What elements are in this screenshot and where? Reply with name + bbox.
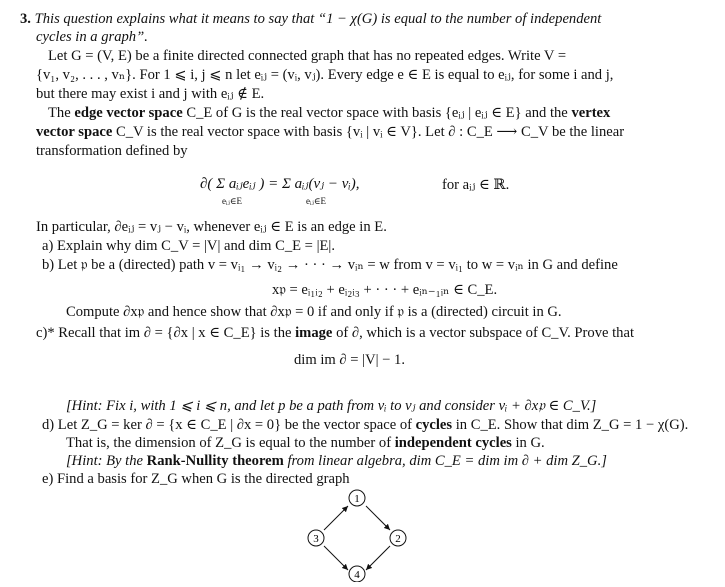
part-b-line-2: Compute ∂x𝔭 and hence show that ∂x𝔭 = 0 if and only if 𝔭 is a (directed) circuit in G. [66,304,562,320]
node-2-label: 2 [395,533,401,545]
node-3 [308,530,324,546]
part-d-text-a: d) Let Z_G = ker ∂ = {x ∈ C_E | ∂x = 0} be the vector space of [42,417,416,433]
term-independent-cycles: independent cycles [394,435,512,451]
node-3-label: 3 [313,533,319,545]
node-4-label: 4 [354,569,360,581]
equation-main: ∂( Σ aᵢⱼeᵢⱼ ) = Σ aᵢⱼ(vⱼ − vᵢ), [200,176,360,192]
node-4 [349,566,365,582]
part-b-line-1: b) Let 𝔭 be a (directed) path v = vᵢ₁ → vᵢ₂ → · · · → vᵢₙ = w from v = vᵢ₁ to w = vᵢₙ in G and define [42,257,618,273]
part-c-line-1 [36,324,634,342]
para3: In particular, ∂eᵢⱼ = vⱼ − vᵢ, whenever eᵢⱼ ∈ E is an edge in E. [36,219,387,235]
para2-line-2 [36,123,624,141]
part-d-text-c: in C_E. Show that dim Z_G = 1 − χ(G). [452,417,689,433]
term-vertex: vertex [571,105,611,121]
part-c-equation: dim im ∂ = |V| − 1. [294,352,405,368]
part-d-hint-c: from linear algebra, dim C_E = dim im ∂ + dim Z_G.] [283,453,607,469]
edge-3-4 [324,546,348,570]
para1-line-2: {v₁, v₂, . . . , vₙ}. For 1 ⩽ i, j ⩽ n let eᵢⱼ = (vᵢ, vⱼ). Every edge e ∈ E is equal to eᵢⱼ, for some i and j, [36,67,614,83]
term-vector-space: vector space [36,124,113,140]
equation-condition: for aᵢⱼ ∈ ℝ. [442,177,510,193]
part-c-text-a: c)* Recall that im ∂ = {∂x | x ∈ C_E} is the [36,325,296,341]
para2-text-c: C_E of G is the real vector space with basis {eᵢⱼ | eᵢⱼ ∈ E} and the [182,105,572,121]
boundary-equation [200,174,360,193]
para1-line-3: but there may exist i and j with eᵢⱼ ∉ E. [36,86,265,102]
part-d-text-2a: That is, the dimension of Z_G is equal to the number of [66,435,395,451]
directed-graph [300,486,410,587]
part-d-line-3 [66,452,607,470]
term-edge-vector-space: edge vector space [74,105,183,121]
para2-line-1 [48,104,610,122]
node-2 [390,530,406,546]
part-e: e) Find a basis for Z_G when G is the directed graph [42,471,350,487]
para2-line-3: transformation defined by [36,143,188,159]
para1-line-1: Let G = (V, E) be a finite directed connected graph that has no repeated edges. Write V = [48,48,567,64]
part-a: a) Explain why dim C_V = |V| and dim C_E = |E|. [42,238,335,254]
graph-svg [300,486,410,582]
equation-sub-right: eᵢⱼ∈E [306,196,327,206]
node-1-label: 1 [354,493,360,505]
edge-1-2 [366,506,390,530]
part-d-line-2 [66,434,545,452]
intro-line-2: cycles in a graph”. [36,29,148,45]
part-b-equation: x𝔭 = eᵢ₁ᵢ₂ + eᵢ₂ᵢ₃ + · · · + eᵢₙ₋₁ᵢₙ ∈ C_E. [272,282,498,298]
para2-text-a: The [48,105,75,121]
equation-sub-left: eᵢⱼ∈E [222,196,243,206]
para2-text-b: C_V is the real vector space with basis {vᵢ | vᵢ ∈ V}. Let ∂ : C_E ⟶ C_V be the linear [112,124,625,140]
term-image: image [295,325,333,341]
edge-2-4 [366,546,390,570]
intro-line-1 [20,10,601,28]
part-c-text-c: of ∂, which is a vector subspace of C_V. Prove that [332,325,635,341]
part-d-hint-a: [Hint: By the [66,453,147,469]
edge-3-1 [324,506,348,530]
part-d-line-1 [42,416,688,434]
term-rank-nullity: Rank-Nullity theorem [146,453,284,469]
part-c-hint: [Hint: Fix i, with 1 ⩽ i ⩽ n, and let p be a path from vᵢ to vⱼ and consider vᵢ + ∂x𝔭 ∈ C_V.] [66,398,597,414]
intro-text-1: This question explains what it means to say that “1 − χ(G) is equal to the number of independent [34,11,602,27]
part-d-text-2c: in G. [511,435,545,451]
problem-number: 3. [20,11,31,27]
node-1 [349,490,365,506]
term-cycles: cycles [415,417,453,433]
